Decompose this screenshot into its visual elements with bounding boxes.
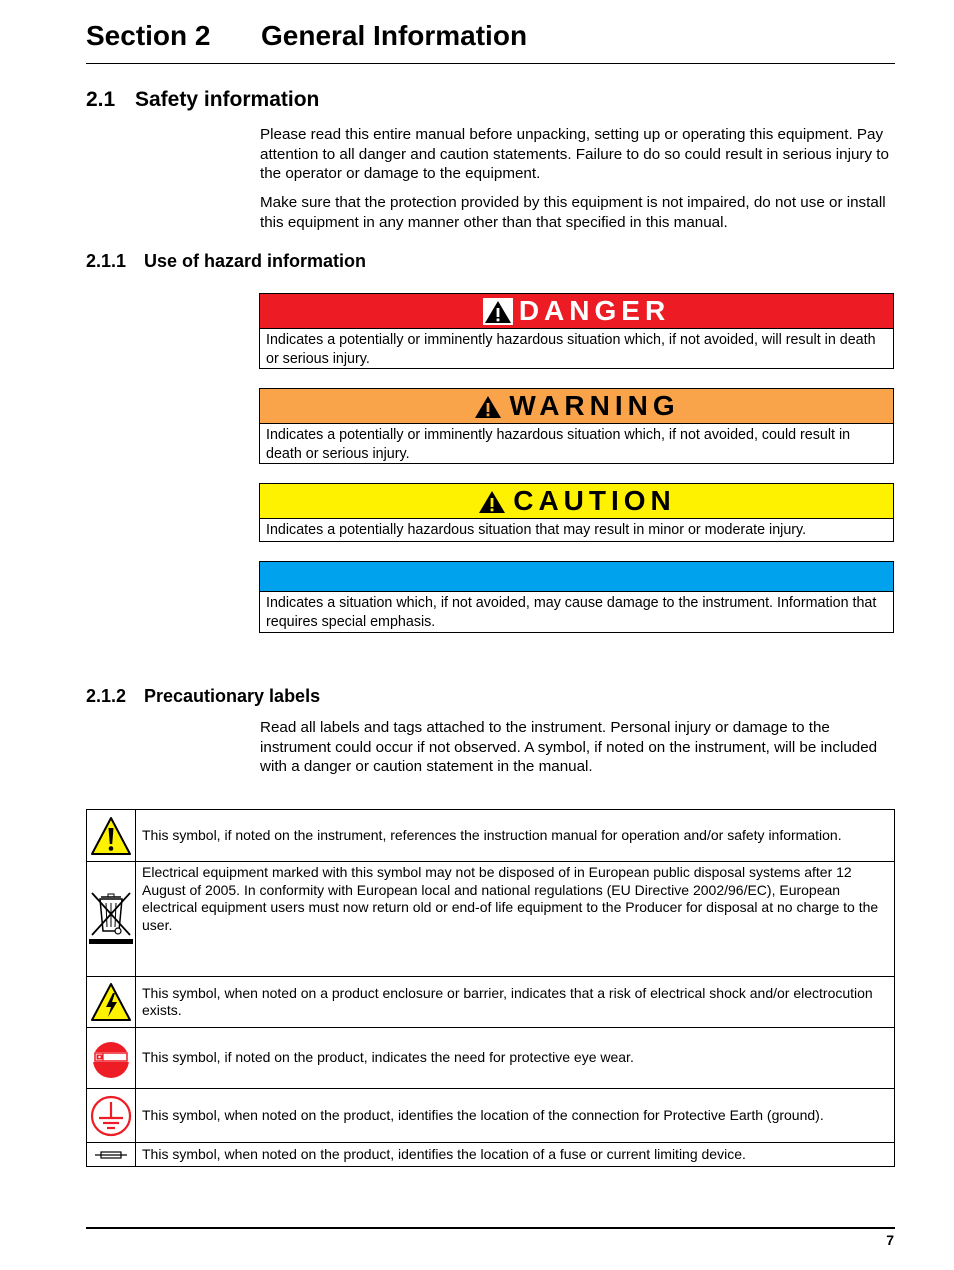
table-row — [87, 1028, 895, 1089]
symbol-cell — [87, 1143, 136, 1167]
footer-rule — [86, 1227, 895, 1229]
symbol-cell — [87, 862, 136, 977]
symbol-cell — [87, 1028, 136, 1089]
symbol-description: This symbol, if noted on the product, indicates the need for protective eye wear. — [136, 1028, 895, 1089]
safety-paragraph-2: Make sure that the protection provided by this equipment is not impaired, do not use or install this equipment in any manner other than that specified in this manual. — [260, 194, 886, 231]
labels-number: 2.1.2 — [86, 686, 127, 706]
symbol-cell — [87, 1089, 136, 1143]
fuse-icon — [93, 1149, 129, 1161]
symbol-cell — [87, 977, 136, 1028]
crossed-bin-icon — [87, 889, 135, 949]
danger-header — [260, 294, 893, 329]
table-row — [87, 862, 895, 977]
table-row — [87, 1089, 895, 1143]
notice-text: Indicates a situation which, if not avoided, may cause damage to the instrument. Information that requires special emphasis. — [266, 595, 877, 630]
section-name: General Information — [261, 20, 528, 51]
caution-header — [260, 484, 893, 519]
warning-text: Indicates a potentially or imminently hazardous situation which, if not avoided, could result in death or serious injury. — [266, 427, 851, 462]
symbol-description: This symbol, when noted on the product, identifies the location of a fuse or current limiting device. — [136, 1143, 895, 1167]
hazard-info-heading — [86, 251, 366, 272]
warning-label: WARNING — [509, 390, 680, 421]
hazard-triangle-icon — [483, 298, 513, 325]
page-number: 7 — [886, 1232, 894, 1248]
section-title — [86, 20, 527, 52]
danger-text: Indicates a potentially or imminently hazardous situation which, if not avoided, will result in death or serious injury. — [266, 332, 876, 367]
section-number: Section 2 — [86, 20, 211, 51]
table-row — [87, 810, 895, 862]
warning-box — [259, 388, 894, 464]
caution-label: CAUTION — [513, 485, 676, 516]
notice-header — [260, 562, 893, 592]
symbol-cell — [87, 810, 136, 862]
danger-label: DANGER — [518, 295, 671, 326]
table-row — [87, 977, 895, 1028]
symbol-description: This symbol, if noted on the instrument, references the instruction manual for operation and/or safety information. — [136, 810, 895, 862]
labels-title: Precautionary labels — [144, 686, 321, 706]
danger-box — [259, 293, 894, 369]
warning-triangle-icon — [89, 814, 133, 858]
symbol-description: This symbol, when noted on a product enclosure or barrier, indicates that a risk of electrical shock and/or electrocution exists. — [136, 977, 895, 1028]
electrical-shock-icon — [89, 980, 133, 1024]
protective-earth-icon — [89, 1094, 133, 1138]
warning-header — [260, 389, 893, 424]
header-rule — [86, 63, 895, 64]
safety-number: 2.1 — [86, 88, 116, 111]
hazard-info-title: Use of hazard information — [144, 251, 367, 271]
symbol-description: This symbol, when noted on the product, identifies the location of the connection for Protective Earth (ground). — [136, 1089, 895, 1143]
safety-paragraph-1: Please read this entire manual before unpacking, setting up or operating this equipment. Pay attention to all danger and caution statements. Failure to do so could result in serious injury to the operator or damage to the equipment. — [260, 126, 889, 182]
notice-box — [259, 561, 894, 633]
hazard-triangle-icon — [477, 488, 507, 515]
hazard-triangle-icon — [473, 393, 503, 420]
caution-text: Indicates a potentially hazardous situation that may result in minor or moderate injury. — [266, 522, 807, 538]
eye-protection-icon — [89, 1034, 133, 1082]
safety-title: Safety information — [135, 88, 320, 111]
table-row — [87, 1143, 895, 1167]
symbol-description: Electrical equipment marked with this symbol may not be disposed of in European public disposal systems after 12 August of 2005. In conformity with European local and national regulations (EU Directive 2002/96/EC), European electrical equipment users must now return old or end-of life equipment to the Producer for disposal at no charge to the user. — [136, 862, 895, 977]
labels-paragraph: Read all labels and tags attached to the instrument. Personal injury or damage to the instrument could occur if not observed. A symbol, if noted on the instrument, will be included with a danger or caution statement in the manual. — [260, 719, 878, 775]
hazard-info-number: 2.1.1 — [86, 251, 127, 271]
caution-box — [259, 483, 894, 542]
safety-heading — [86, 88, 319, 112]
labels-heading — [86, 686, 320, 707]
precautionary-labels-table — [86, 809, 895, 1167]
